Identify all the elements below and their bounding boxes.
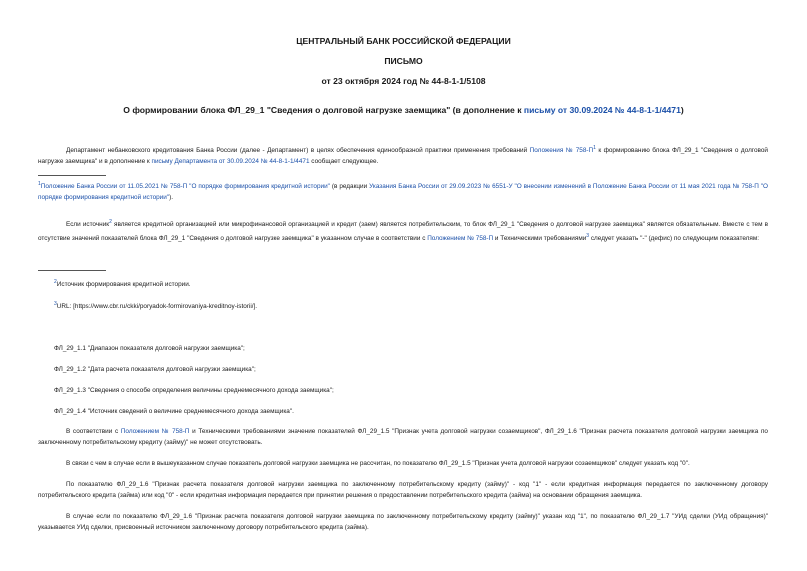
- paragraph-code-zero: В связи с чем в случае если в вышеуказанном случае показатель долговой нагрузки заемщика не рассчитан, по показателю ФЛ_29_1.5 "Признак учета долговой нагрузки созаемщиков" следует указать код "0".: [66, 460, 690, 467]
- footnote-divider: [38, 175, 106, 176]
- para3-text-2: и Техническими требованиями значение показателей ФЛ_29_1.5 "Признак учета долговой нагрузки созаемщиков", ФЛ_29_1.6 "Признак расчета показателя долговой нагрузки заемщика по заключенному потребительскому кредиту (займу)" не может отсутствовать.: [38, 428, 768, 446]
- footnote-instruction-link[interactable]: Указания Банка России от 29.09.2023 № 6551-У "О внесении изменений в Положение Банка России от 11 мая 2021 года № 758-П "О порядке формирования кредитной истории": [38, 183, 769, 201]
- regulation-758-link[interactable]: Положения № 758-П: [529, 147, 594, 155]
- subject-suffix: ): [680, 105, 684, 115]
- paragraph-mandatory-block: [38, 217, 768, 244]
- intro-text-1: Департамент небанковского кредитования Банка России (далее - Департамент) в целях обеспечения единообразной практики применения требований: [66, 147, 530, 155]
- footnote-1: [38, 179, 768, 203]
- doc-date-number: от 23 октября 2024 год № 44-8-1-1/5108: [321, 76, 486, 86]
- intro-text-3: сообщает следующее.: [309, 157, 379, 165]
- doc-type: ПИСЬМО: [384, 56, 423, 66]
- subject-prefix: О формировании блока ФЛ_29_1 "Сведения о долговой нагрузке заемщика" (в дополнение к: [123, 105, 524, 115]
- para2-text-2: является кредитной организацией или микрофинансовой организацией и кредит (заем) является потребительским, то блок ФЛ_29_1 "Сведения о долговой нагрузке заемщика" является обязательным. Вместе с тем в отсутствие значений показателей блока ФЛ_29_1 "Сведения о долговой нагрузке заемщика" в указанном случае в соответствии с: [38, 221, 768, 242]
- para2-text-4: следует указать "-" (дефис) по следующим показателям:: [589, 234, 760, 242]
- footnote-regulation-link[interactable]: Положение Банка России от 11.05.2021 № 758-П "О порядке формирования кредитной истории": [40, 183, 330, 191]
- para2-text-1: Если источник: [66, 221, 110, 229]
- footnote-number-1: 1: [38, 181, 41, 187]
- footnote-mark-2[interactable]: 2: [109, 219, 112, 225]
- org-title: ЦЕНТРАЛЬНЫЙ БАНК РОССИЙСКОЙ ФЕДЕРАЦИИ: [296, 36, 511, 46]
- indicator-item: ФЛ_29_1.3 "Сведения о способе определения величины среднемесячного дохода заемщика";: [54, 387, 334, 394]
- indicator-item: ФЛ_29_1.1 "Диапазон показателя долговой нагрузки заемщика";: [54, 345, 245, 352]
- paragraph-intro: [38, 143, 768, 167]
- indicator-item: ФЛ_29_1.2 "Дата расчета показателя долговой нагрузки заемщика";: [54, 366, 256, 373]
- paragraph-required-indicators: [38, 427, 768, 448]
- footnote-3-text: URL: [https://www.cbr.ru/ckki/poryadok-formirovaniya-kreditnoy-istorii/].: [56, 303, 258, 311]
- paragraph-indicator-1-7: В случае если по показателю ФЛ_29_1.6 "Признак расчета показателя долговой нагрузки заемщика по заключенному потребительскому кредиту (займу)" указан код "1", по показателю ФЛ_29_1.7 "УИд сделки (УИд обращения)" указывается УИд сделки, присвоенный источником заключенному договору потребительского кредита (займа).: [38, 513, 768, 531]
- footnote-2-text: Источник формирования кредитной истории.: [56, 281, 191, 289]
- regulation-758-link-2[interactable]: Положением № 758-П: [427, 234, 494, 242]
- doc-subject: [0, 105, 807, 115]
- para2-text-3: и Техническими требованиями: [493, 234, 587, 242]
- footnote-text-1: (в редакции: [329, 183, 370, 191]
- para3-text-1: В соответствии с: [66, 428, 121, 435]
- footnote-number-3: 3: [54, 301, 57, 307]
- subject-letter-link[interactable]: письму от 30.09.2024 № 44-8-1-1/4471: [523, 105, 681, 115]
- intro-text-2: к формированию блока ФЛ_29_1 "Сведения о долговой нагрузке заемщика" и в дополнение к: [38, 147, 768, 165]
- footnote-2: [54, 277, 191, 290]
- footnote-text-2: ).: [169, 193, 173, 201]
- footnote-divider-2: [38, 270, 106, 271]
- footnote-3: [54, 299, 257, 312]
- paragraph-indicator-1-6: По показателю ФЛ_29_1.6 "Признак расчета показателя долговой нагрузки заемщика по заключенному потребительскому кредиту (займу)" - код "1" - если кредитная информация передается по заключенному договору потребительского кредита (займа) или код "0" - если кредитная информация передается при принятии решения о предоставлении потребительского кредита (займа) на основании обращения заемщика.: [38, 481, 768, 499]
- footnote-number-2: 2: [54, 279, 57, 285]
- regulation-758-link-3[interactable]: Положением № 758-П: [120, 428, 190, 435]
- indicator-item: ФЛ_29_1.4 "Источник сведений о величине среднемесячного дохода заемщика".: [54, 408, 294, 415]
- footnote-mark-3[interactable]: 3: [586, 232, 590, 239]
- department-letter-link[interactable]: письму Департамента от 30.09.2024 № 44-8-1-1/4471: [151, 157, 310, 165]
- footnote-mark-1[interactable]: 1: [593, 145, 596, 151]
